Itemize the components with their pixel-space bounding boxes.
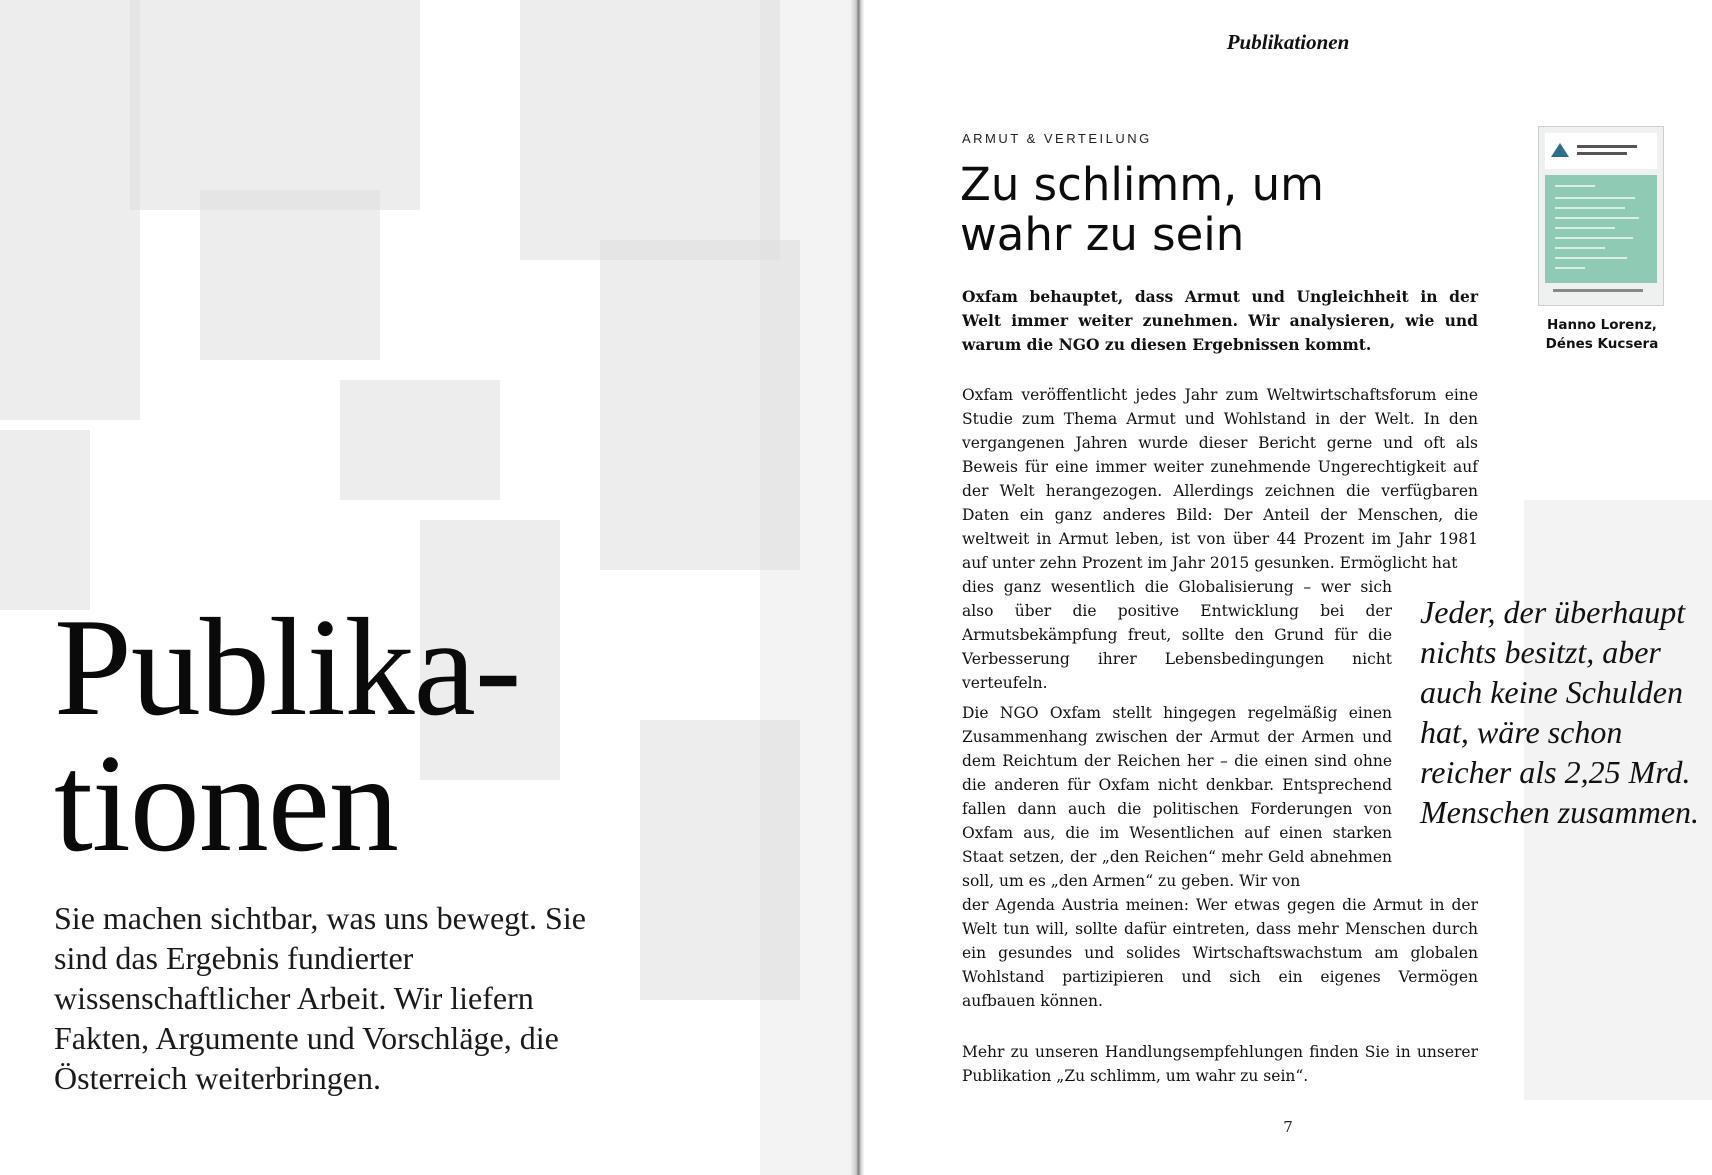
logo-icon [1551,143,1569,157]
body-paragraph-2a: Die NGO Oxfam stellt hingegen regelmäßig einen Zusammenhang zwischen der Armut der Armen und dem Reichtum der Reichen her – die einen sind ohne die anderen für Oxfam nicht denkbar. Entsprechend fallen dann auch die politischen Forderungen von Oxfam aus, die im Wesentlichen auf einen starken Staat setzen, der „den Reichen“ mehr Geld abnehmen soll, um es „den Armen“ zu geben. Wir von [962,704,1392,890]
book-gutter [850,0,864,1175]
author-names: Hanno Lorenz, Dénes Kucsera [1545,317,1659,352]
intro-text: Sie machen sichtbar, was uns bewegt. Sie sind das Ergebnis fundierter wissenschaftlicher Arbeit. Wir liefern Fakten, Argumente und Vorschläge, die Österreich weiterbringen. [54,900,586,1096]
section-kicker: ARMUT & VERTEILUNG [962,131,1152,146]
article-lead: Oxfam behauptet, dass Armut und Ungleichheit in der Welt immer weiter zunehmen. Wir analysieren, wie und warum die NGO zu diesen Ergebnissen kommt. [962,287,1478,354]
body-paragraph-1b: dies ganz wesentlich die Globalisierung – wer sich also über die positive Entwicklung bei der Armutsbekämpfung freut, sollte den Grund für die Verbesserung ihrer Lebensbedingungen nicht verteufeln. [962,578,1392,692]
article-headline: Zu schlimm, um wahr zu sein [960,158,1324,261]
body-paragraph-1a: Oxfam veröffentlicht jedes Jahr zum Weltwirtschaftsforum eine Studie zum Thema Armut und Wohlstand in der Welt. In den vergangenen Jahren wurde dieser Bericht gerne und oft als Beweis für eine immer weiter zunehmende Ungerechtigkeit auf der Welt herangezogen. Allerdings zeichnen die verfügbaren Daten ein ganz anderes Bild: Der Anteil der Menschen, die weltweit in Armut leben, ist von über 44 Prozent im Jahr 1981 auf unter zehn Prozent im Jahr 2015 gesunken. Ermöglicht hat [962,386,1478,572]
body-paragraph-2b: der Agenda Austria meinen: Wer etwas gegen die Armut in der Welt tun will, sollte dafür eintreten, dass mehr Menschen durch ein gesundes und solides Wirtschaftswachstum am globalen Wohlstand partizipieren und sich ein eigenes Vermögen aufbauen können. [962,896,1478,1010]
right-page [864,0,1712,1175]
publication-cover-thumbnail [1538,126,1664,306]
page-number: 7 [1283,1118,1293,1136]
page-title: Publika- tionen [54,590,521,881]
left-page [0,0,850,1175]
running-head: Publikationen [1226,30,1350,54]
body-paragraph-3: Mehr zu unseren Handlungsempfehlungen finden Sie in unserer Publikation „Zu schlimm, um wahr zu sein“. [962,1043,1478,1085]
pull-quote: Jeder, der überhaupt nichts besitzt, aber auch keine Schulden hat, wäre schon reicher als 2,25 Mrd. Menschen zusammen. [1420,594,1700,830]
